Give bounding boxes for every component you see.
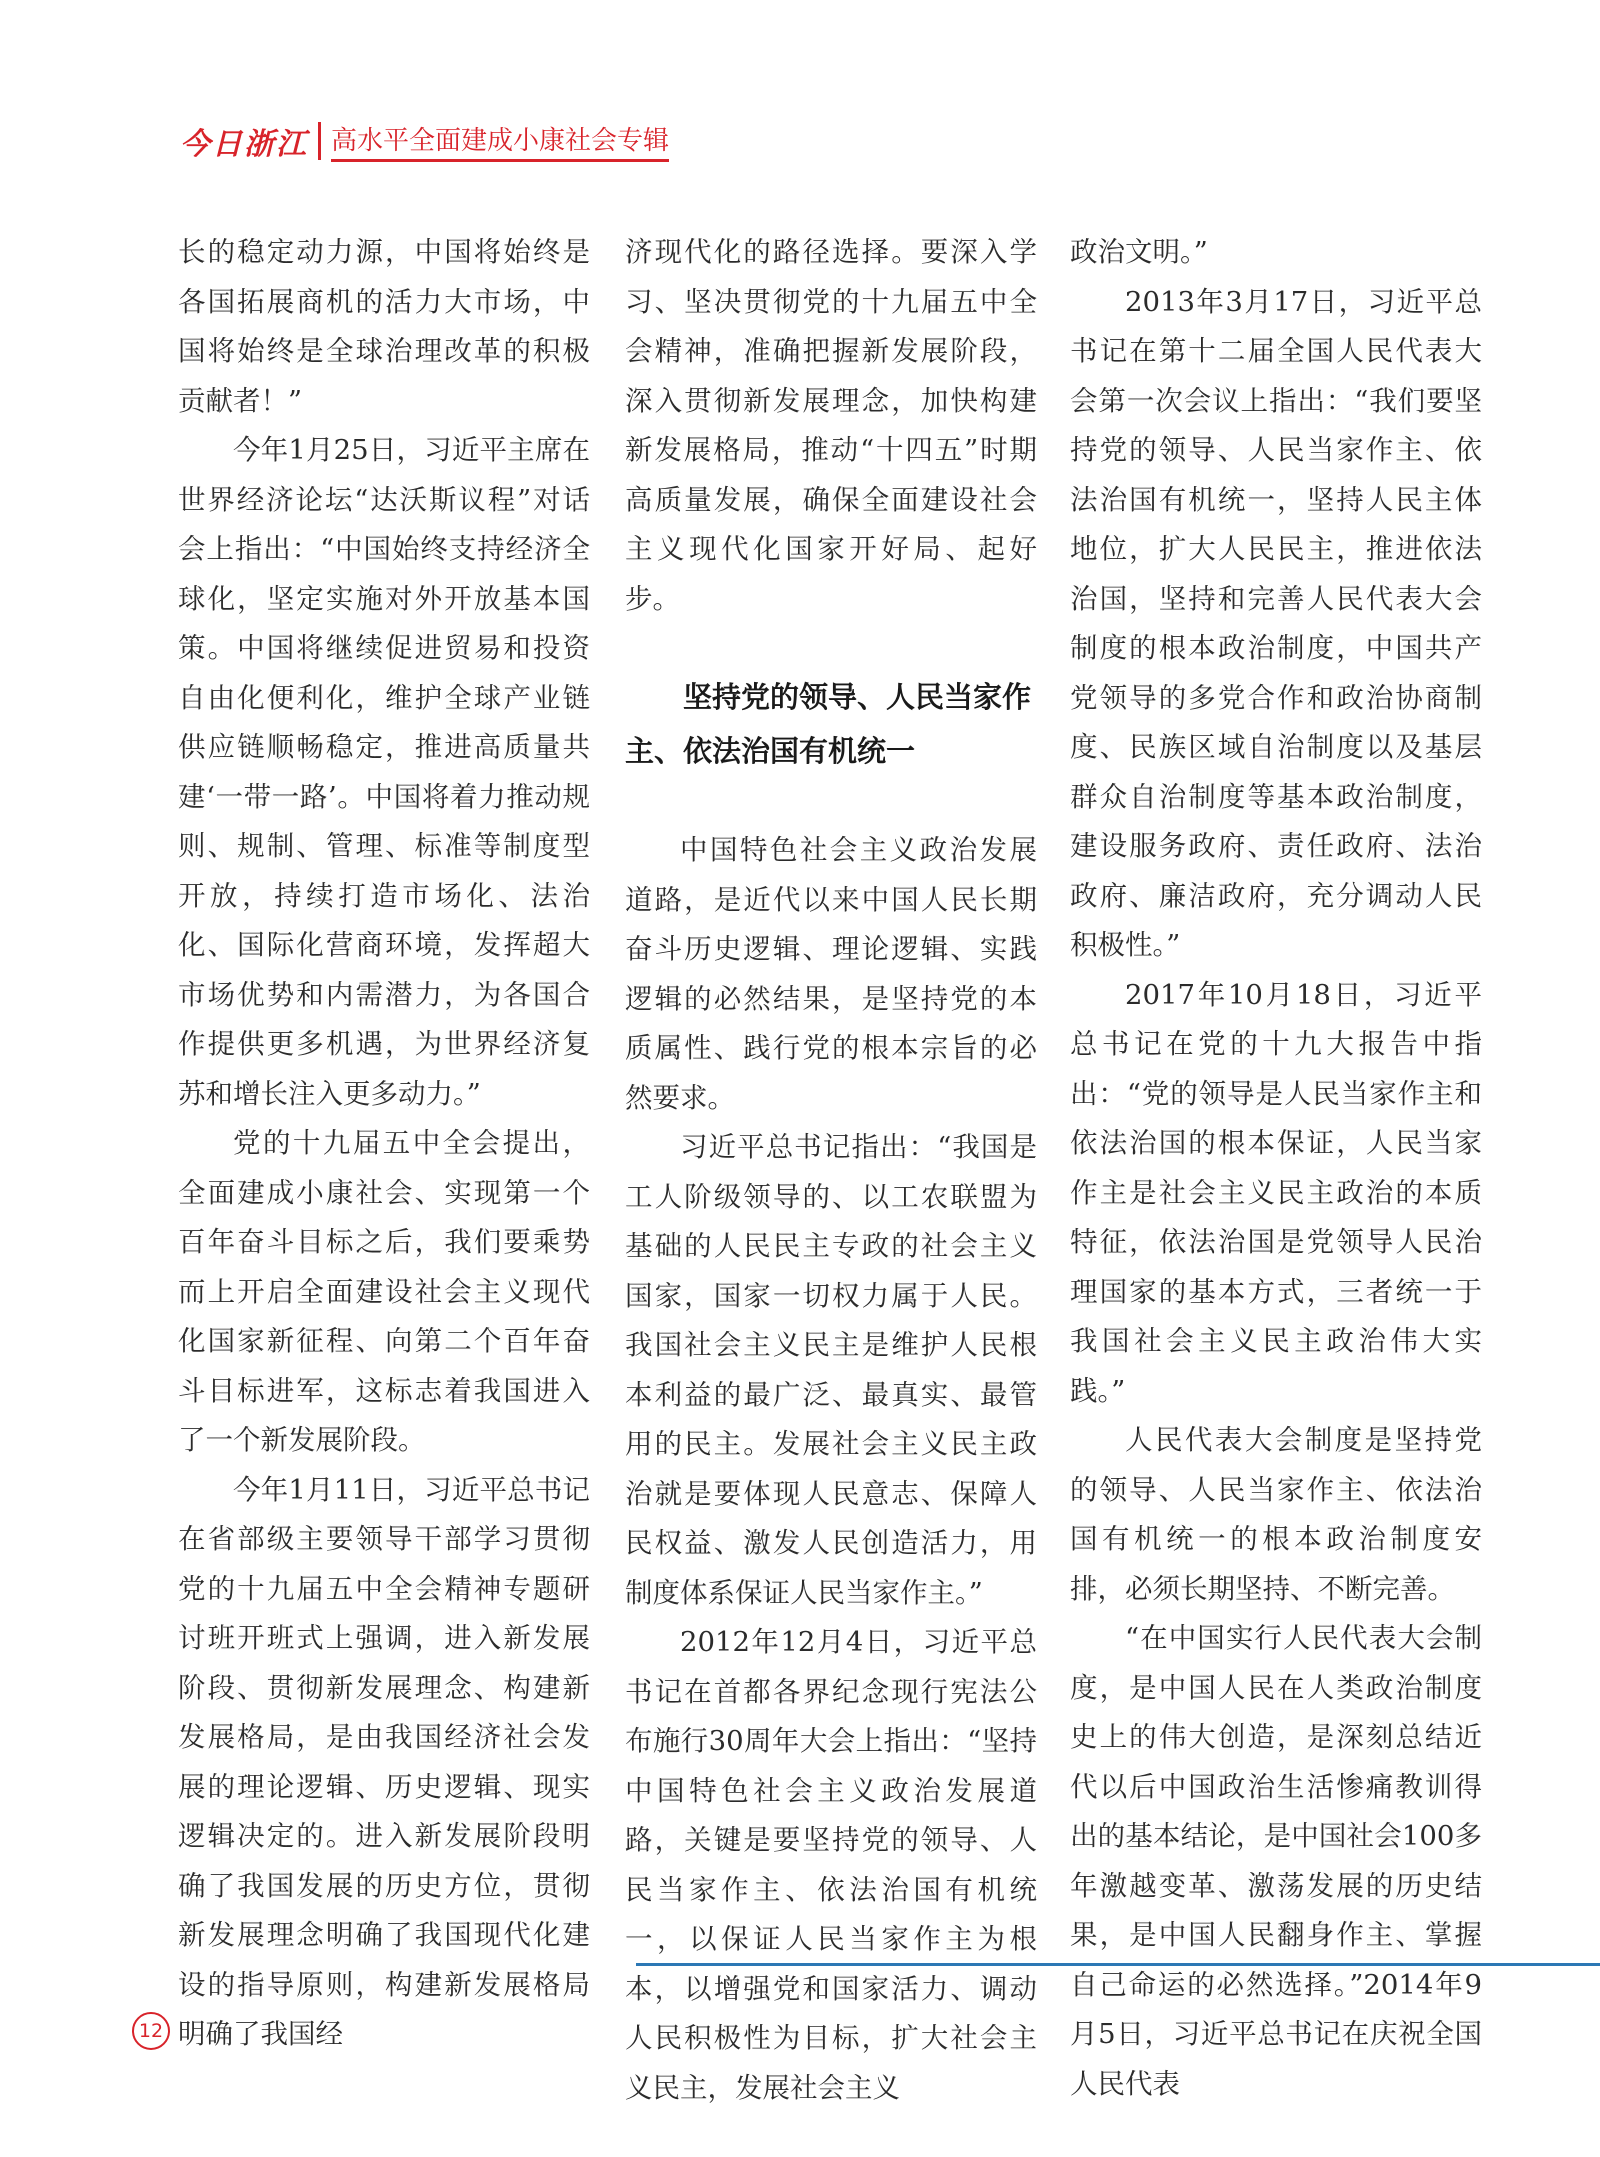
masthead [180,118,669,164]
paragraph: 2012年12月4日，习近平总书记在首都各界纪念现行宪法公布施行30周年大会上指出：“坚持中国特色社会主义政治发展道路，关键是要坚持党的领导、人民当家作主、依法治国有机统一，以保证人民当家作主为根本，以增强党和国家活力、调动人民积极性为目标，扩大社会主义民主，发展社会主义 [625,1626,1037,2104]
paragraph: 中国特色社会主义政治发展道路，是近代以来中国人民长期奋斗历史逻辑、理论逻辑、实践逻辑的必然结果，是坚持党的本质属性、践行党的根本宗旨的必然要求。 [625,834,1037,1114]
paragraph: 政治文明。” [1070,236,1208,268]
paragraph: 2013年3月17日，习近平总书记在第十二届全国人民代表大会第一次会议上指出：“我们要坚持党的领导、人民当家作主、依法治国有机统一，坚持人民主体地位，扩大人民民主，推进依法治国，坚持和完善人民代表大会制度的根本政治制度，中国共产党领导的多党合作和政治协商制度、民族区域自治制度以及基层群众自治制度等基本政治制度，建设服务政府、责任政府、法治政府、廉洁政府，充分调动人民积极性。” [1070,285,1482,961]
paragraph: 人民代表大会制度是坚持党的领导、人民当家作主、依法治国有机统一的根本政治制度安排，必须长期坚持、不断完善。 [1070,1424,1482,1605]
magazine-logo: 今日浙江 [180,127,308,162]
paragraph: 党的十九届五中全会提出，全面建成小康社会、实现第一个百年奋斗目标之后，我们要乘势而上开启全面建设社会主义现代化国家新征程、向第二个百年奋斗目标进军，这标志着我国进入了一个新发展阶段。 [178,1127,590,1456]
paragraph: “在中国实行人民代表大会制度，是中国人民在人类政治制度史上的伟大创造，是深刻总结近代以后中国政治生活惨痛教训得出的基本结论，是中国社会100多年激越变革、激荡发展的历史结果，是中国人民翻身作主、掌握自己命运的必然选择。”2014年9月5日，习近平总书记在庆祝全国人民代表 [1070,1622,1482,2100]
text-column-1 [178,228,590,2060]
masthead-divider [318,122,321,160]
text-column-3 [1070,228,1482,2109]
text-column-2 [625,228,1037,2113]
paragraph: 2017年10月18日，习近平总书记在党的十九大报告中指出：“党的领导是人民当家作主和依法治国的根本保证，人民当家作主是社会主义民主政治的本质特征，依法治国是党领导人民治理国家的基本方式，三者统一于我国社会主义民主政治伟大实践。” [1070,978,1482,1407]
section-heading: 坚持党的领导、人民当家作主、依法治国有机统一 [625,680,1032,768]
paragraph: 今年1月25日，习近平主席在世界经济论坛“达沃斯议程”对话会上指出：“中国始终支持经济全球化，坚定实施对外开放基本国策。中国将继续促进贸易和投资自由化便利化，维护全球产业链供应链顺畅稳定，推进高质量共建‘一带一路’。中国将着力推动规则、规制、管理、标准等制度型开放，持续打造市场化、法治化、国际化营商环境，发挥超大市场优势和内需潜力，为各国合作提供更多机遇，为世界经济复苏和增长注入更多动力。” [178,434,590,1110]
paragraph: 长的稳定动力源，中国将始终是各国拓展商机的活力大市场，中国将始终是全球治理改革的积极贡献者！” [178,236,590,417]
paragraph: 今年1月11日，习近平总书记在省部级主要领导干部学习贯彻党的十九届五中全会精神专题研讨班开班式上强调，进入新发展阶段、贯彻新发展理念、构建新发展格局，是由我国经济社会发展的理论逻辑、历史逻辑、现实逻辑决定的。进入新发展阶段明确了我国发展的历史方位，贯彻新发展理念明确了我国现代化建设的指导原则，构建新发展格局明确了我国经 [178,1473,590,2050]
page-number: 12 [132,2012,170,2050]
series-title: 高水平全面建成小康社会专辑 [331,120,669,162]
paragraph: 习近平总书记指出：“我国是工人阶级领导的、以工农联盟为基础的人民民主专政的社会主义国家，国家一切权力属于人民。我国社会主义民主是维护人民根本利益的最广泛、最真实、最管用的民主。发展社会主义民主政治就是要体现人民意志、保障人民权益、激发人民创造活力，用制度体系保证人民当家作主。” [625,1131,1037,1609]
paragraph: 济现代化的路径选择。要深入学习、坚决贯彻党的十九届五中全会精神，准确把握新发展阶段，深入贯彻新发展理念，加快构建新发展格局，推动“十四五”时期高质量发展，确保全面建设社会主义现代化国家开好局、起好步。 [625,236,1037,615]
footer-rule [636,1963,1600,1966]
